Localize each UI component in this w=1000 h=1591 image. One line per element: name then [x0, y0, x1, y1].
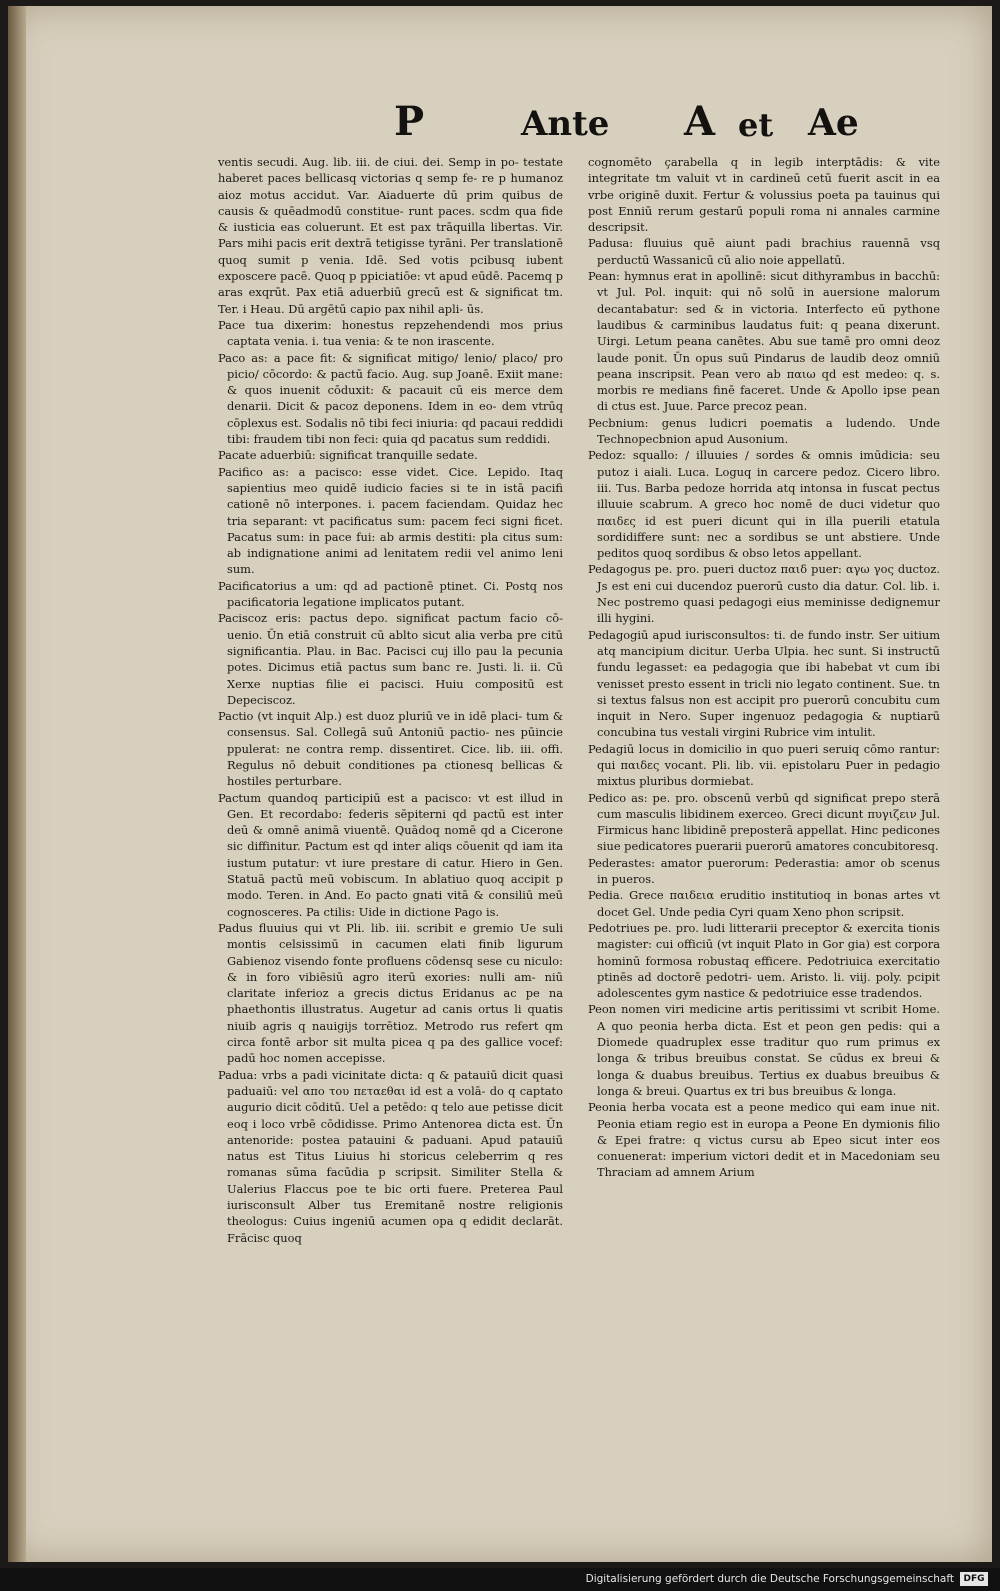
dictionary-entry: Pedagogus pe. pro. pueri ductoz παιδ puer: αγω γος ductoz. Js est eni cui ducendoz puerorū custo dia datur. Col. lib. i. Nec postremo quasi pedagogi eius meminisse dedignemur illi hygini.	[588, 562, 940, 626]
book-page	[8, 6, 992, 1562]
dictionary-entry: Pedoz: squallo: / illuuies / sordes & omnis imūdicia: seu putoz i aiali. Luca. Loguq in carcere pedoz. Cicero libro. iii. Tus. Barba pedoze horrida atq intonsa in fuscat pectus illuuie scabrum. A greco hoc nomē de duci videtur quo παιδες id est pueri dicunt qui in illa puerili etatula sordidiffere sunt: nec a sordibus se unt abstiere. Unde peditos quoq sordibus & obso letos appellant.	[588, 448, 940, 561]
dictionary-entry: Pactum quandoq participiū est a pacisco: vt est illud in Gen. Et recordabo: federis sēpiterni qd pactū est inter deū & omnē animā viuentē. Quādoq nomē qd a Cicerone sic diffinitur. Pactum est qd inter aliqs cōuenit qd iam ita iustum putatur: vt iure prestare di catur. Hiero in Gen. Statuā pactū meū vobiscum. In ablatiuo quoq accipit p modo. Teren. in And. Eo pacto gnati vitā & consiliū meū cognosceres. Pa ctilis: Uide in dictione Pago is.	[218, 790, 563, 919]
running-head	[388, 98, 868, 148]
dictionary-entry: Pecbnium: genus ludicri poematis a ludendo. Unde Technopecbnion apud Ausonium.	[588, 415, 940, 447]
running-head-word-ae: Ae	[808, 102, 859, 144]
running-head-word-ante: Ante	[521, 104, 610, 144]
dictionary-entry: Peon nomen viri medicine artis peritissimi vt scribit Home. A quo peonia herba dicta. Est et peon gen pedis: qui a Diomede quadruplex esse traditur quo rum primus ex longa & tribus breuibus constat. Se cūdus ex breui & longa & duabus breuibus. Tertius ex duabus breuibus & longa & breui. Quartus ex tri bus breuibus & longa.	[588, 1002, 940, 1098]
dictionary-entry: Pedico as: pe. pro. obscenū verbū qd significat prepo sterā cum masculis libidinem exerceo. Greci dicunt πυγιζειν Jul. Firmicus hanc libidinē preposterā appellat. Hinc pedicones siue pedicatores puerarii puerorū amatores concubitoresq.	[588, 790, 940, 854]
running-head-word-et: et	[738, 106, 774, 144]
dictionary-entry: Pactio (vt inquit Alp.) est duoz pluriū ve in idē placi- tum & consensus. Sal. Collegā suū Antoniū pactio- nes pūincie ppulerat: ne contra remp. dissentiret. Cice. lib. iii. offi. Regulus nō debuit conditiones pa ctionesq bellicas & hostiles perturbare.	[218, 709, 563, 789]
dictionary-entry: Pacifico as: a pacisco: esse videt. Cice. Lepido. Itaq sapientius meo quidē iudicio facies si te in istā pacifi cationē nō interpones. i. pacem faciendam. Quidaz hec tria separant: vt pacificatus sum: pacem feci signi ficet. Pacatus sum: in pace fui: ab armis destiti: pla citus sum: ab indignatione animi ad lenitatem redii vel animo leni sum.	[218, 464, 563, 577]
dictionary-entry: Padua: vrbs a padi vicinitate dicta: q & patauiū dicit quasi paduaiū: vel απο του πεταεθαι id est a volā- do q captato augurio dicit cōditū. Uel a petēdo: q telo aue petisse dicit eoq i loco vrbē cōdidisse. Primo Antenorea dicta est. Ūn antenoride: postea patauini & paduani. Apud patauiū natus est Titus Liuius hi storicus celeberrim q res romanas sūma facūdia p scripsit. Similiter Stella & Ualerius Flaccus poe te bic orti fuere. Preterea Paul iurisconsult Alber tus Eremitanē nostre religionis theologus: Cuius ingeniū acumen opa q edidit declarāt. Frācisc quoq	[218, 1067, 563, 1245]
dictionary-entry: Pedagiū locus in domicilio in quo pueri seruiq cōmo rantur: qui παιδες vocant. Pli. lib. vii. epistolaru Puer in pedagio mixtus pluribus dormiebat.	[588, 741, 940, 789]
right-column	[588, 154, 940, 1562]
footer-bar	[0, 1568, 1000, 1591]
dictionary-entry: Peonia herba vocata est a peone medico qui eam inue nit. Peonia etiam regio est in europa a Peone En dymionis filio & Epei fratre: q victus cursu ab Epeo sicut inter eos conuenerat: imperium victori dedit et in Macedoniam seu Thraciam ad amnem Arium	[588, 1100, 940, 1180]
dictionary-entry: Pace tua dixerim: honestus repzehendendi mos prius captata venia. i. tua venia: & te non irascente.	[218, 317, 563, 349]
dictionary-entry: Padusa: fluuius quē aiunt padi brachius rauennā vsq perductū Wassanicū cū alio noie appellatū.	[588, 236, 940, 267]
left-column	[218, 154, 563, 1562]
dictionary-entry: Pacate aduerbiū: significat tranquille sedate.	[218, 448, 478, 463]
dictionary-entry: Pedotriues pe. pro. ludi litterarii preceptor & exercita tionis magister: cui officiū (vt inquit Plato in Gor gia) est corpora hominū formosa robustaq efficere. Pedotriuica exercitatio ptinēs ad doctorē pedotri- uem. Aristo. li. viij. poly. pcipit adolescentes gym nastice & pedotriuice esse tradendos.	[588, 920, 940, 1001]
running-head-letter: P	[394, 98, 425, 145]
book-gutter	[8, 6, 26, 1562]
dictionary-entry: Padus fluuius qui vt Pli. lib. iii. scribit e gremio Ue suli montis celsissimū in cacumen elati finib ligurum Gabienoz visendo fonte profluens cōdensq sese cu niculo: & in foro vibiēsiū agro iterū exories: nulli am- niū claritate inferioz a grecis dictus Eridanus ac pe na phaethontis illustratus. Augetur ad canis ortus li quatis niuib agris q nauigijs torrētioz. Metrodo rus refert qm circa fontē arbor sit multa picea q pa des gallice vocef: padū hoc nomen accepisse.	[218, 920, 563, 1066]
dictionary-entry: Pederastes: amator puerorum: Pederastia: amor ob scenus in pueros.	[588, 855, 940, 887]
dictionary-entry: cognomēto çarabella q in legib interptādis: & vite integritate tm valuit vt in cardineū cetū fuerit ascit in ea vrbe originē duxit. Fertur & volussius poeta pa tauinus qui post Enniū rerum gestarū populi roma ni annales carmine descripsit.	[588, 155, 940, 235]
dictionary-entry: Pacificatorius a um: qd ad pactionē ptinet. Ci. Postq nos pacificatoria legatione implicatos putant.	[218, 578, 563, 610]
dictionary-entry: Pedagogiū apud iurisconsultos: ti. de fundo instr. Ser uitium atq mancipium dicitur. Uerba Ulpia. hec sunt. Si instructū fundu legasset: ea pedagogia que ibi habebat vt cum ibi venisset presto essent in tricli nio legato continent. Sue. tn si textus falsus non est accipit pro puerorū concubitu cum inquit in Nero. Super ingenuoz pedagogia & nuptiarū concubina tus vestali virgini Rubrice vim intulit.	[588, 627, 940, 740]
footer-credit: Digitalisierung gefördert durch die Deutsche Forschungsgemeinschaft	[585, 1573, 954, 1585]
dictionary-entry: Pedia. Grece παιδεια eruditio institutioq in bonas artes vt docet Gel. Unde pedia Cyri quam Xeno phon scripsit.	[588, 888, 940, 919]
running-head-letter-a: A	[684, 98, 716, 145]
dictionary-entry: Paciscoz eris: pactus depo. significat pactum facio cō- uenio. Ūn etiā construit cū ablto sicut alia verba pre citū significantia. Plau. in Bac. Pacisci cuj illo pau la pecunia potes. Dicimus etiā pactus sum banc re. Justi. li. ii. Cū Xerxe nuptias filie ei pacisci. Huiu compositū est Depeciscoz.	[218, 611, 563, 707]
dictionary-entry: Pean: hymnus erat in apollinē: sicut dithyrambus in bacchū: vt Jul. Pol. inquit: qui nō solū in auersione malorum decantabatur: sed & in victoria. Interfecto eū pythone laudibus & carminibus laudatus fuit: q peana dixerunt. Uirgi. Letum peana canētes. Abu sue tamē pro omni deoz laude ponit. Ūn opus suū Pindarus de laudib deoz omniū peana inscripsit. Pean vero ab παιω qd est medeo: q. s. morbis re medians finē faceret. Unde & Apollo ipse pean di ctus est. Juue. Parce precoz pean.	[588, 269, 940, 414]
dictionary-entry: Paco as: a pace fit: & significat mitigo/ lenio/ placo/ pro picio/ cōcordo: & pactū facio. Aug. sup Joanē. Exiit mane: & quos inuenit cōduxit: & pacauit cū eis merce dem denarii. Dicit & pacoz deponens. Idem in eo- dem vtrūq cōplexus est. Sodalis nō tibi feci iniuria: qd pacaui reddidi tibi: fraudem tibi non feci: quia qd pacatus sum reddidi.	[218, 350, 563, 447]
dictionary-entry: ventis secudi. Aug. lib. iii. de ciui. dei. Semp in po- testate haberet paces bellicasq victorias q semp fe- re p humanoz aioz motus accidut. Var. Aiaduerte dū prim quibus de causis & quēadmodū constitue- runt paces. scdm qua fide & iusticia eas coluerunt. Et est pax trāquilla libertas. Vir. Pars mihi pacis erit dextrā tetigisse tyrāni. Per translationē quoq sumit p venia. Idē. Sed votis pcibusq iubent exposcere pacē. Quoq p ppiciatiōe: vt apud eūdē. Pacemq p aras exqrūt. Pax etiā aduerbiū grecū est & significat tm. Ter. i Heau. Dū argētū capio pax nihil apli- ūs.	[218, 155, 563, 316]
dfg-logo: DFG	[960, 1572, 988, 1586]
